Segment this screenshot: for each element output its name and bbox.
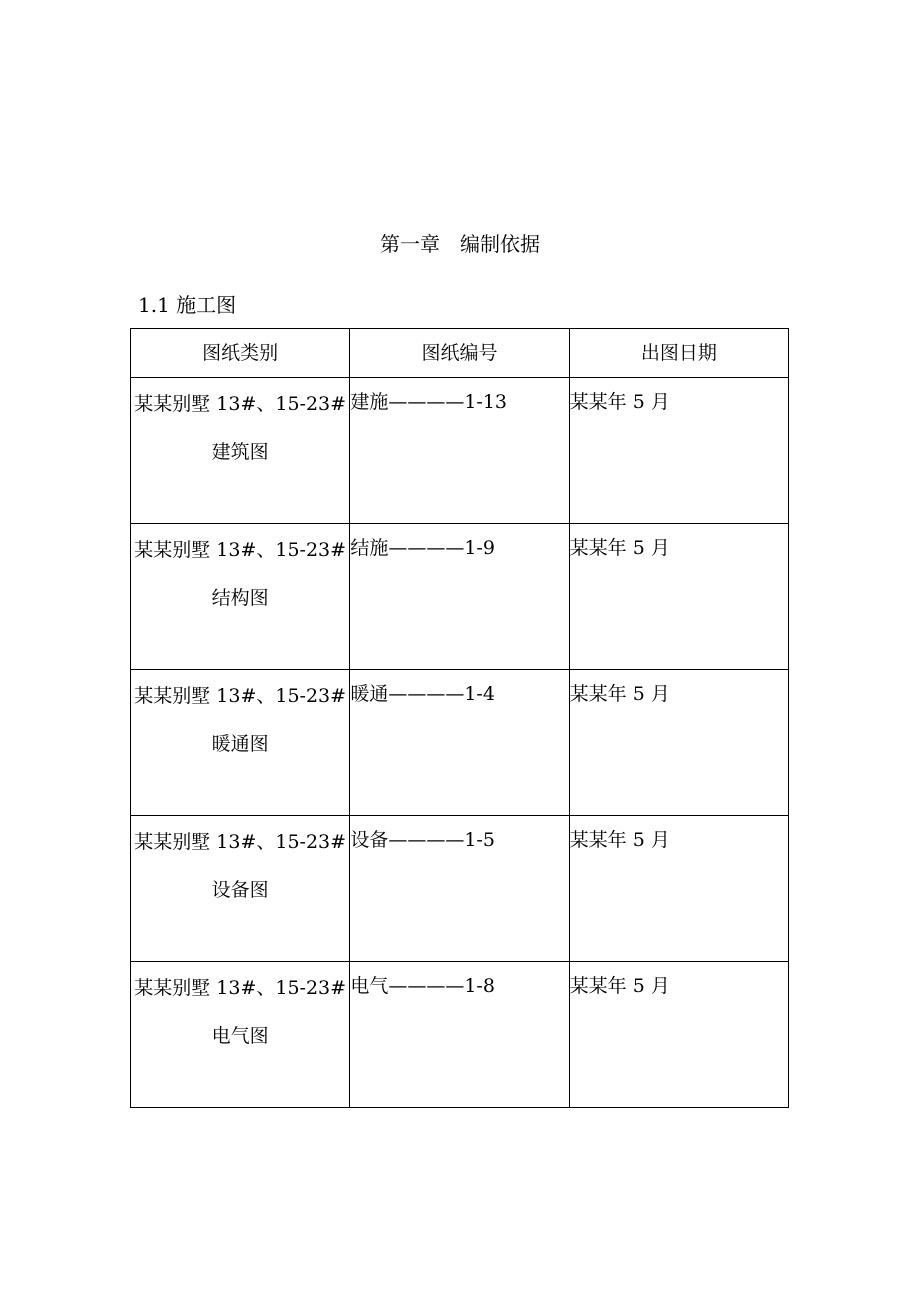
category-project-label: 某某别墅 13#、15-23# xyxy=(134,977,347,999)
category-cell xyxy=(131,524,350,670)
category-project-label: 某某别墅 13#、15-23# xyxy=(134,539,347,561)
category-project-label: 某某别墅 13#、15-23# xyxy=(134,393,347,415)
drawing-number-cell: 结施————1-9 xyxy=(350,524,569,670)
category-project-label: 某某别墅 13#、15-23# xyxy=(134,831,347,853)
category-type-label: 暖通图 xyxy=(211,733,269,755)
category-type-label: 电气图 xyxy=(211,1025,269,1047)
table-row xyxy=(131,670,789,816)
category-type-label: 结构图 xyxy=(211,587,269,609)
issue-date-cell: 某某年 5 月 xyxy=(569,670,788,816)
chapter-title: 第一章 编制依据 xyxy=(380,232,540,256)
drawing-number-cell: 建施————1-13 xyxy=(350,378,569,524)
header-issue-date: 出图日期 xyxy=(569,329,788,378)
category-project-label: 某某别墅 13#、15-23# xyxy=(134,685,347,707)
drawing-number-cell: 暖通————1-4 xyxy=(350,670,569,816)
category-type-label: 建筑图 xyxy=(211,441,269,463)
category-cell xyxy=(131,670,350,816)
category-cell xyxy=(131,962,350,1108)
header-drawing-category: 图纸类别 xyxy=(131,329,350,378)
table-row xyxy=(131,524,789,670)
issue-date-cell: 某某年 5 月 xyxy=(569,524,788,670)
drawings-table xyxy=(130,328,789,1108)
issue-date-cell: 某某年 5 月 xyxy=(569,816,788,962)
category-type-label: 设备图 xyxy=(211,879,269,901)
category-cell xyxy=(131,378,350,524)
issue-date-cell: 某某年 5 月 xyxy=(569,962,788,1108)
header-drawing-number: 图纸编号 xyxy=(350,329,569,378)
table-row xyxy=(131,962,789,1108)
table-header-row xyxy=(131,329,789,378)
issue-date-cell: 某某年 5 月 xyxy=(569,378,788,524)
drawing-number-cell: 设备————1-5 xyxy=(350,816,569,962)
drawing-number-cell: 电气————1-8 xyxy=(350,962,569,1108)
section-heading: 1.1 施工图 xyxy=(138,293,237,317)
table-row xyxy=(131,816,789,962)
table-row xyxy=(131,378,789,524)
category-cell xyxy=(131,816,350,962)
